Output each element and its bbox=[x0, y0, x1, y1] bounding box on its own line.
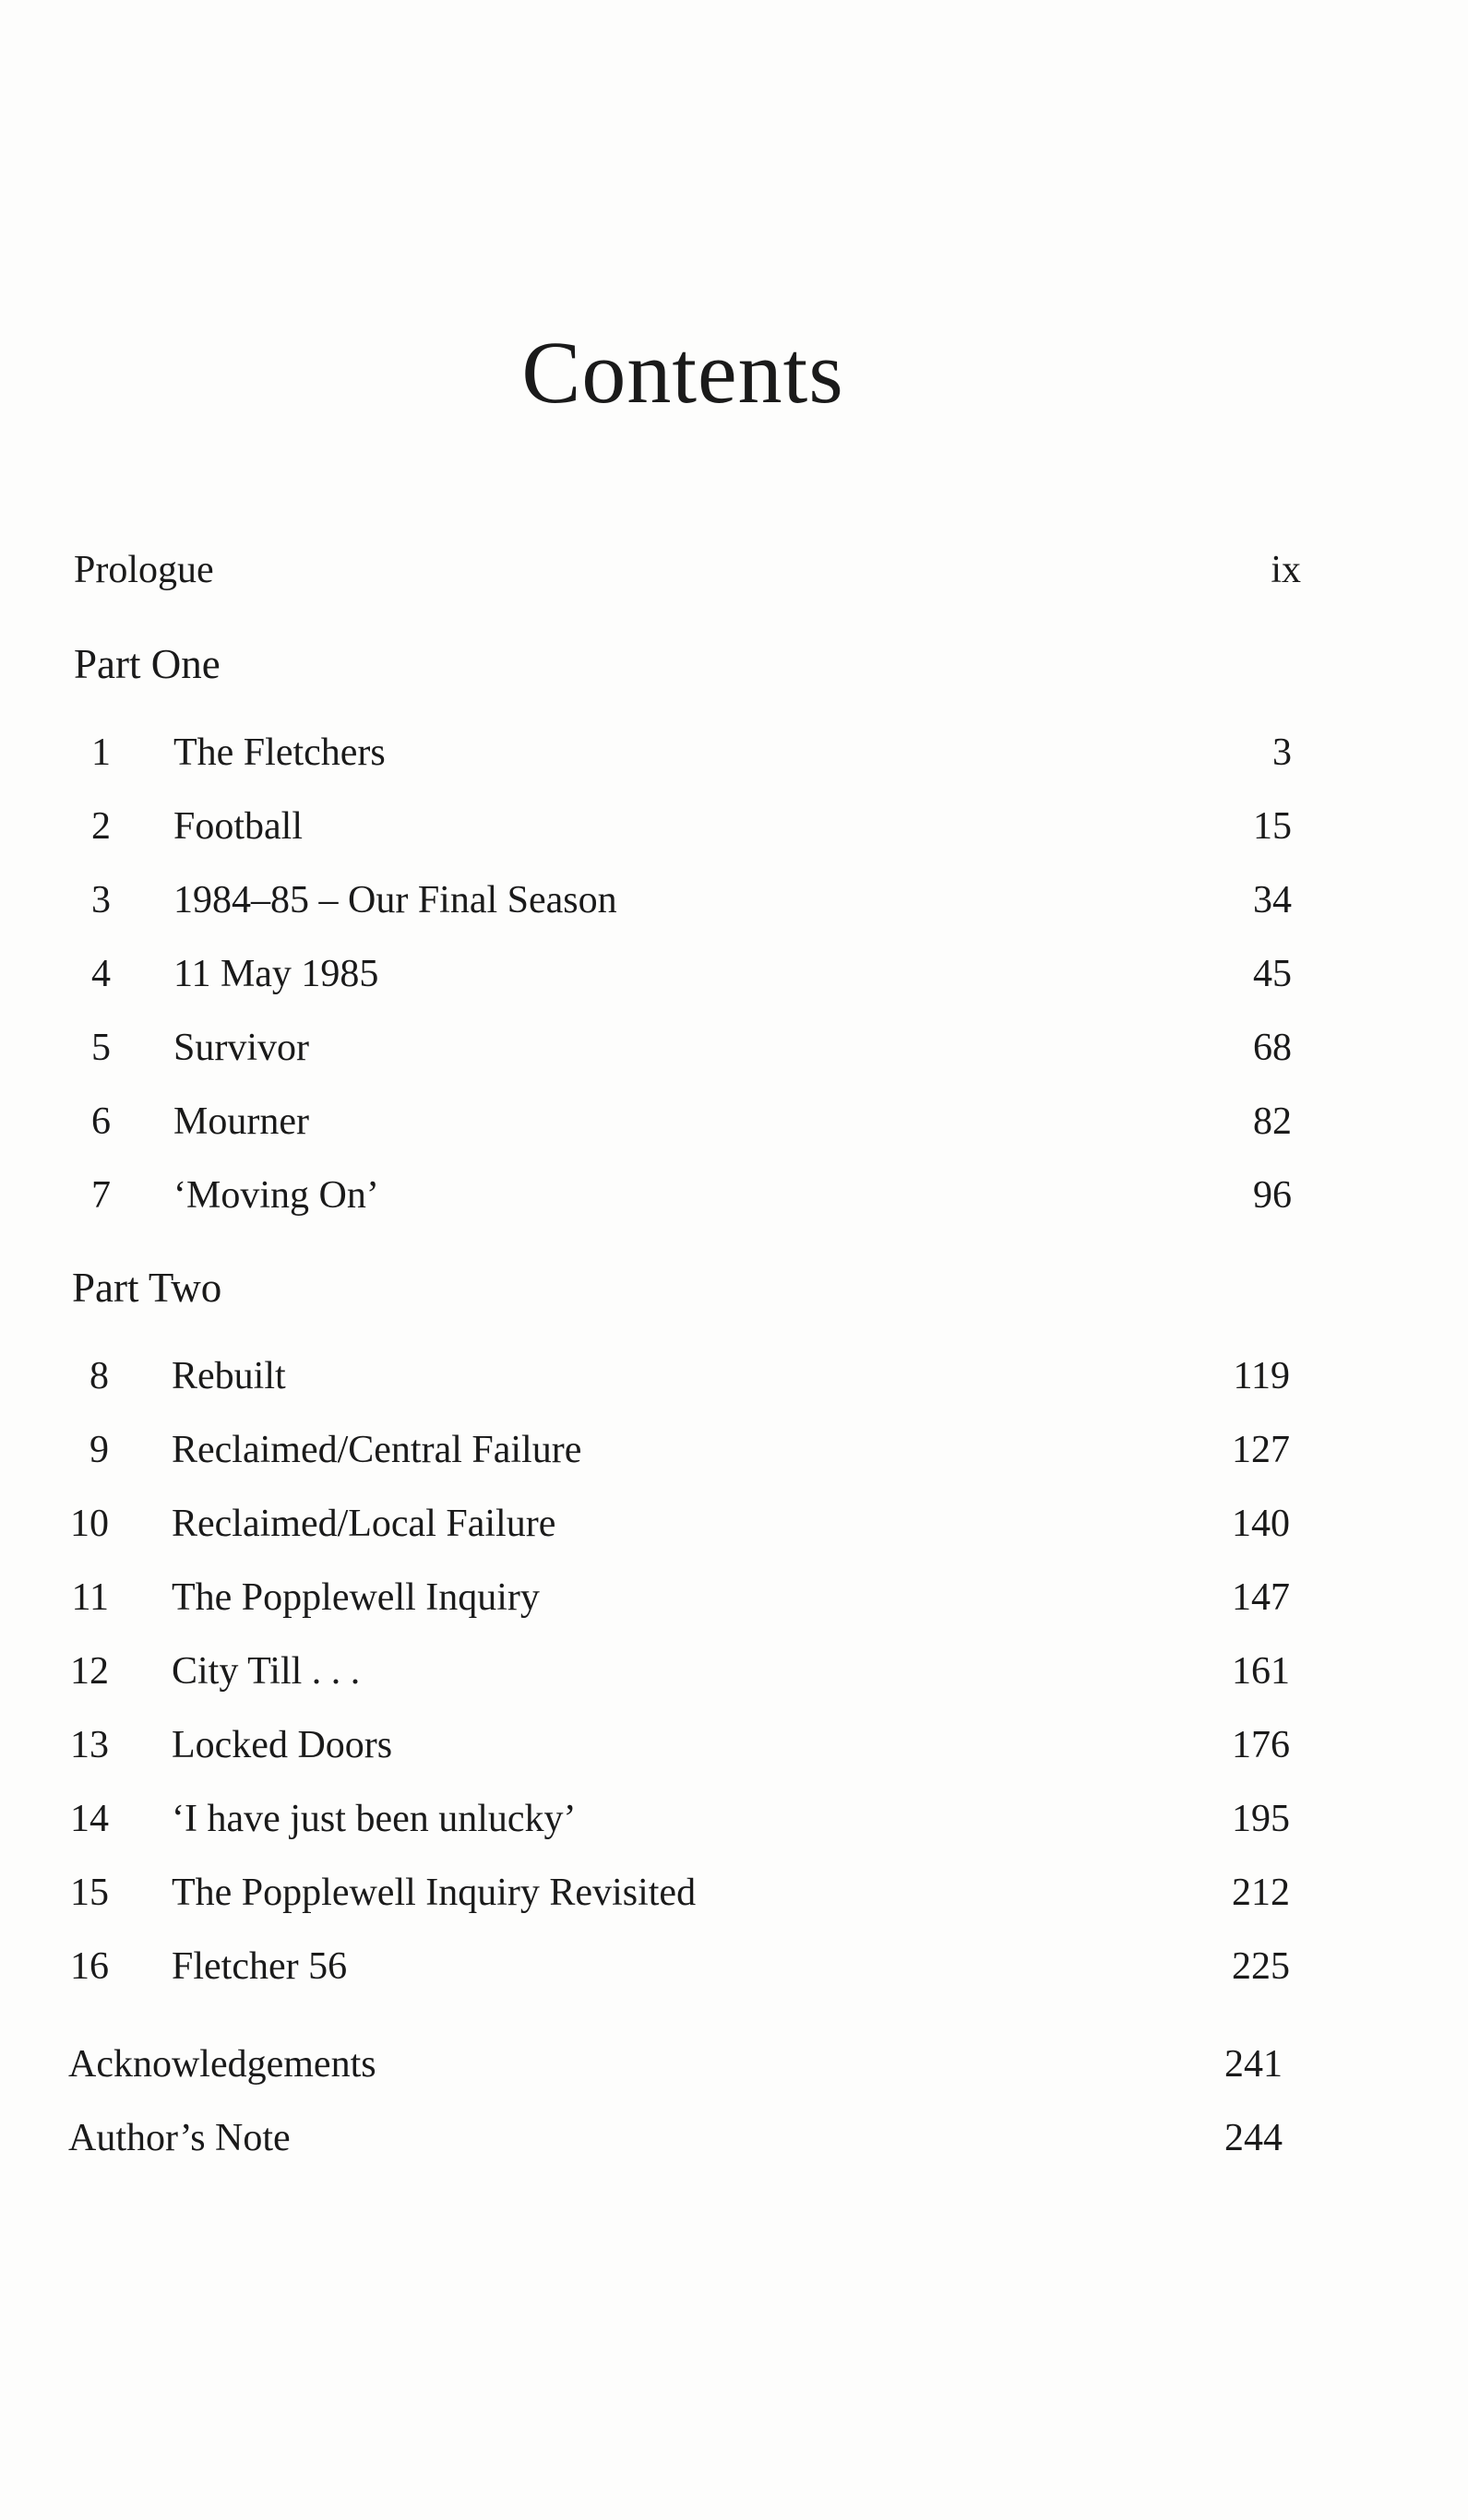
toc-entry bbox=[54, 1349, 1290, 1404]
toc-entry-label: The Popplewell Inquiry Revisited bbox=[172, 1872, 697, 1914]
toc-entry bbox=[54, 1865, 1290, 1920]
toc-entry-number: 15 bbox=[70, 1872, 109, 1914]
toc-entry bbox=[55, 1094, 1301, 1149]
toc-entry-number: 10 bbox=[70, 1503, 109, 1545]
toc-entry-label: Football bbox=[173, 805, 304, 848]
toc-entry-label: Survivor bbox=[173, 1027, 309, 1069]
toc-entry-page: 195 bbox=[1232, 1798, 1290, 1840]
toc-entry-number: 12 bbox=[70, 1650, 109, 1693]
toc-entry-number: 2 bbox=[91, 805, 111, 848]
toc-entry-page: 140 bbox=[1232, 1503, 1290, 1545]
toc-entry-page: 225 bbox=[1232, 1945, 1290, 1988]
toc-entry-label: Reclaimed/Local Failure bbox=[172, 1503, 556, 1545]
toc-entry-page: 82 bbox=[1253, 1100, 1292, 1143]
toc-entry-page: 3 bbox=[1272, 731, 1292, 774]
toc-entry-acknowledgements bbox=[68, 2037, 1283, 2092]
toc-entry-page: ix bbox=[1271, 549, 1301, 591]
toc-entry-label: Locked Doors bbox=[172, 1724, 393, 1766]
toc-entry-label: Rebuilt bbox=[172, 1355, 286, 1397]
toc-entry-label: ‘I have just been unlucky’ bbox=[172, 1798, 577, 1840]
toc-entry-number: 7 bbox=[91, 1174, 111, 1217]
toc-entry-page: 176 bbox=[1232, 1724, 1290, 1766]
toc-entry bbox=[55, 725, 1301, 780]
toc-entry-page: 212 bbox=[1232, 1872, 1290, 1914]
toc-entry bbox=[55, 1020, 1301, 1076]
toc-entry bbox=[55, 946, 1301, 1002]
toc-entry-page: 15 bbox=[1253, 805, 1292, 848]
toc-entry-label: Fletcher 56 bbox=[172, 1945, 348, 1988]
toc-entry-number: 3 bbox=[91, 879, 111, 921]
toc-entry bbox=[54, 1570, 1290, 1625]
toc-entry-label: Prologue bbox=[74, 549, 214, 591]
toc-entry-label: 11 May 1985 bbox=[173, 953, 379, 995]
toc-entry-number: 14 bbox=[70, 1798, 109, 1840]
toc-entry-label: 1984–85 – Our Final Season bbox=[173, 879, 617, 921]
toc-entry-number: 6 bbox=[91, 1100, 111, 1143]
toc-entry bbox=[54, 1718, 1290, 1773]
toc-entry bbox=[55, 1168, 1301, 1223]
toc-entry-number: 8 bbox=[90, 1355, 109, 1397]
toc-entry-label: City Till . . . bbox=[172, 1650, 361, 1693]
toc-entry-number: 11 bbox=[71, 1576, 109, 1619]
toc-entry-page: 68 bbox=[1253, 1027, 1292, 1069]
toc-entry bbox=[54, 1939, 1290, 1994]
toc-entry-label: Acknowledgements bbox=[68, 2043, 376, 2086]
toc-entry bbox=[54, 1791, 1290, 1847]
toc-entry-number: 9 bbox=[90, 1429, 109, 1471]
toc-entry-number: 1 bbox=[91, 731, 111, 774]
toc-entry bbox=[55, 799, 1301, 854]
part-one-heading: Part One bbox=[74, 641, 221, 687]
toc-entry-number: 16 bbox=[70, 1945, 109, 1988]
toc-entry bbox=[55, 873, 1301, 928]
toc-entry-label: ‘Moving On’ bbox=[173, 1174, 379, 1217]
toc-entry-page: 147 bbox=[1232, 1576, 1290, 1619]
toc-entry-label: The Popplewell Inquiry bbox=[172, 1576, 540, 1619]
toc-entry-number: 13 bbox=[70, 1724, 109, 1766]
toc-entry bbox=[54, 1422, 1290, 1478]
toc-entry-number: 5 bbox=[91, 1027, 111, 1069]
toc-entry-label: Mourner bbox=[173, 1100, 309, 1143]
toc-entry-page: 244 bbox=[1224, 2117, 1283, 2159]
toc-entry-page: 96 bbox=[1253, 1174, 1292, 1217]
toc-entry-page: 119 bbox=[1233, 1355, 1290, 1397]
toc-entry-page: 127 bbox=[1232, 1429, 1290, 1471]
toc-entry-prologue bbox=[74, 542, 1301, 598]
toc-entry-label: Author’s Note bbox=[68, 2117, 291, 2159]
toc-entry-number: 4 bbox=[91, 953, 111, 995]
toc-entry-page: 241 bbox=[1224, 2043, 1283, 2086]
toc-entry-label: Reclaimed/Central Failure bbox=[172, 1429, 582, 1471]
toc-entry bbox=[54, 1644, 1290, 1699]
page-title: Contents bbox=[521, 323, 844, 422]
toc-entry-label: The Fletchers bbox=[173, 731, 386, 774]
toc-entry-page: 34 bbox=[1253, 879, 1292, 921]
toc-entry-authors-note bbox=[68, 2110, 1283, 2166]
part-two-heading: Part Two bbox=[72, 1265, 222, 1311]
toc-entry-page: 45 bbox=[1253, 953, 1292, 995]
toc-entry bbox=[54, 1496, 1290, 1551]
toc-entry-page: 161 bbox=[1232, 1650, 1290, 1693]
